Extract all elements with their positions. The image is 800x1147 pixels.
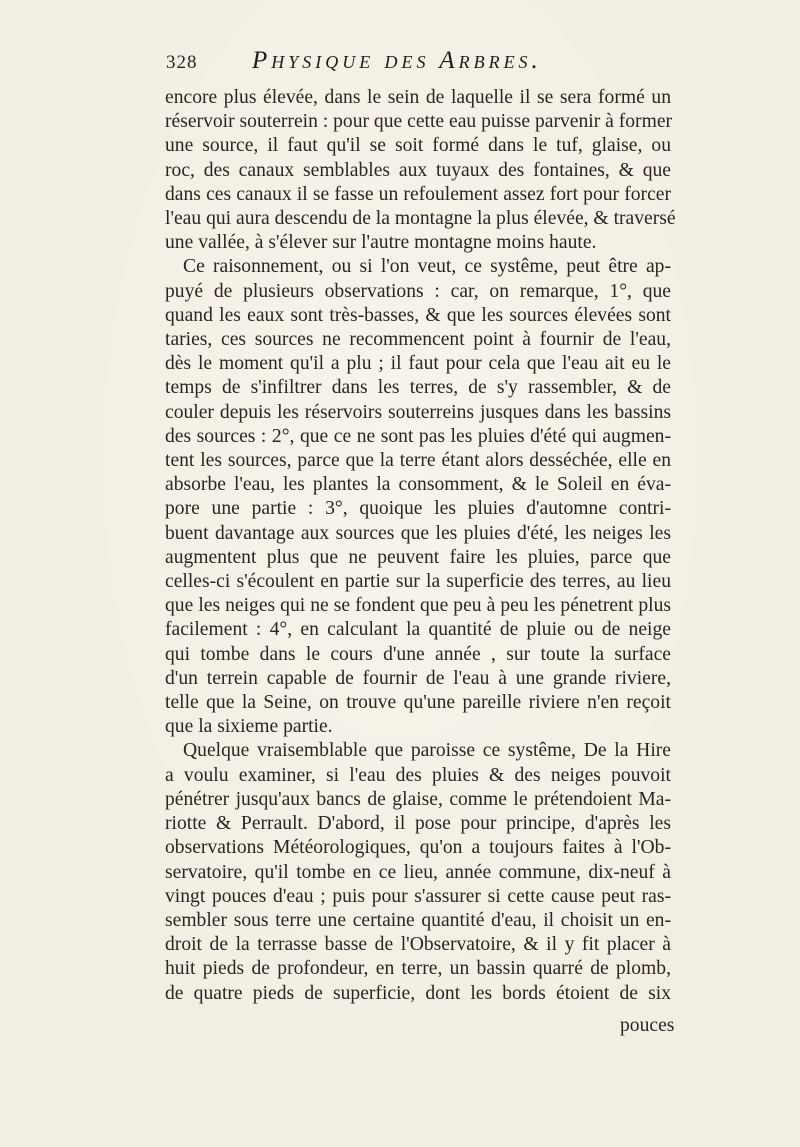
text-line: une vallée, à s'élever sur l'autre montagne moins haute. (165, 232, 597, 254)
text-line: riotte & Perrault. D'abord, il pose pour principe, d'après les (165, 813, 671, 835)
text-line: encore plus élevée, dans le sein de laquelle il se sera formé un (165, 87, 671, 108)
text-line: absorbe l'eau, les plantes la consomment, & le Soleil en éva- (165, 474, 671, 496)
text-line: huit pieds de profondeur, en terre, un bassin quarré de plomb, (165, 958, 671, 980)
text-line: réservoir souterrein : pour que cette eau puisse parvenir à former (165, 111, 673, 133)
text-line: facilement : 4°, en calculant la quantité de pluie ou de neige (165, 619, 671, 641)
text-line: des sources : 2°, que ce ne sont pas les pluies d'été qui augmen- (165, 425, 671, 447)
text-line: pore une partie : 3°, quoique les pluies d'automne contri- (165, 498, 671, 520)
text-line: servatoire, qu'il tombe en ce lieu, année commune, dix-neuf à (165, 861, 671, 883)
text-line: roc, des canaux semblables aux tuyaux des fontaines, & que (165, 159, 671, 181)
text-line: que la sixieme partie. (165, 716, 333, 738)
text-line: qui tombe dans le cours d'une année , sur toute la surface (165, 643, 671, 665)
text-line: quand les eaux sont très-basses, & que les sources élevées sont (165, 304, 671, 326)
text-line: telle que la Seine, on trouve qu'une pareille riviere n'en reçoit (165, 692, 671, 714)
catchword: pouces (620, 1015, 675, 1036)
text-line: l'eau qui aura descendu de la montagne la plus élevée, & traversé (165, 208, 676, 230)
text-line: celles-ci s'écoulent en partie sur la superficie des terres, au lieu (165, 571, 671, 593)
page-number: 328 (166, 52, 198, 73)
running-head: Physique des Arbres. (252, 47, 542, 74)
text-line: pénétrer jusqu'aux bancs de glaise, comme le prétendoient Ma- (165, 788, 671, 810)
text-line: augmentent plus que ne peuvent faire les pluies, parce que (165, 546, 671, 568)
text-line: puyé de plusieurs observations : car, on remarque, 1°, que (165, 280, 671, 302)
text-line: dès le moment qu'il a plu ; il faut pour cela que l'eau ait eu le (165, 353, 671, 375)
text-line: tent les sources, parce que la terre étant alors desséchée, elle en (165, 450, 671, 472)
text-line: buent davantage aux sources que les pluies d'été, les neiges les (165, 522, 671, 544)
text-line: dans ces canaux il se fasse un refoulement assez fort pour forcer (165, 183, 671, 205)
text-line: taries, ces sources ne recommencent point à fournir de l'eau, (165, 329, 671, 351)
text-line: sembler sous terre une certaine quantité d'eau, il choisit un en- (165, 909, 671, 931)
text-line: temps de s'infiltrer dans les terres, de s'y rassembler, & de (165, 377, 671, 399)
text-line: une source, il faut qu'il se soit formé dans le tuf, glaise, ou (165, 135, 671, 157)
body-text (165, 86, 676, 1006)
text-line: observations Météorologiques, qu'on a toujours faites à l'Ob- (165, 837, 671, 859)
page-header (166, 47, 666, 87)
text-line: Ce raisonnement, ou si l'on veut, ce systême, peut être ap- (183, 256, 671, 278)
text-line: droit de la terrasse basse de l'Observatoire, & il y fit placer à (165, 934, 671, 956)
text-line: vingt pouces d'eau ; puis pour s'assurer si cette cause peut ras- (165, 885, 671, 907)
text-line: Quelque vraisemblable que paroisse ce systême, De la Hire (183, 740, 671, 762)
text-line: que les neiges qui ne se fondent que peu à peu les pénetrent plus (165, 595, 671, 617)
text-line: couler depuis les réservoirs souterreins jusques dans les bassins (165, 401, 671, 423)
text-line: d'un terrein capable de fournir de l'eau à une grande riviere, (165, 667, 671, 689)
text-line: de quatre pieds de superficie, dont les bords étoient de six (165, 982, 671, 1004)
text-line: a voulu examiner, si l'eau des pluies & des neiges pouvoit (165, 764, 671, 786)
